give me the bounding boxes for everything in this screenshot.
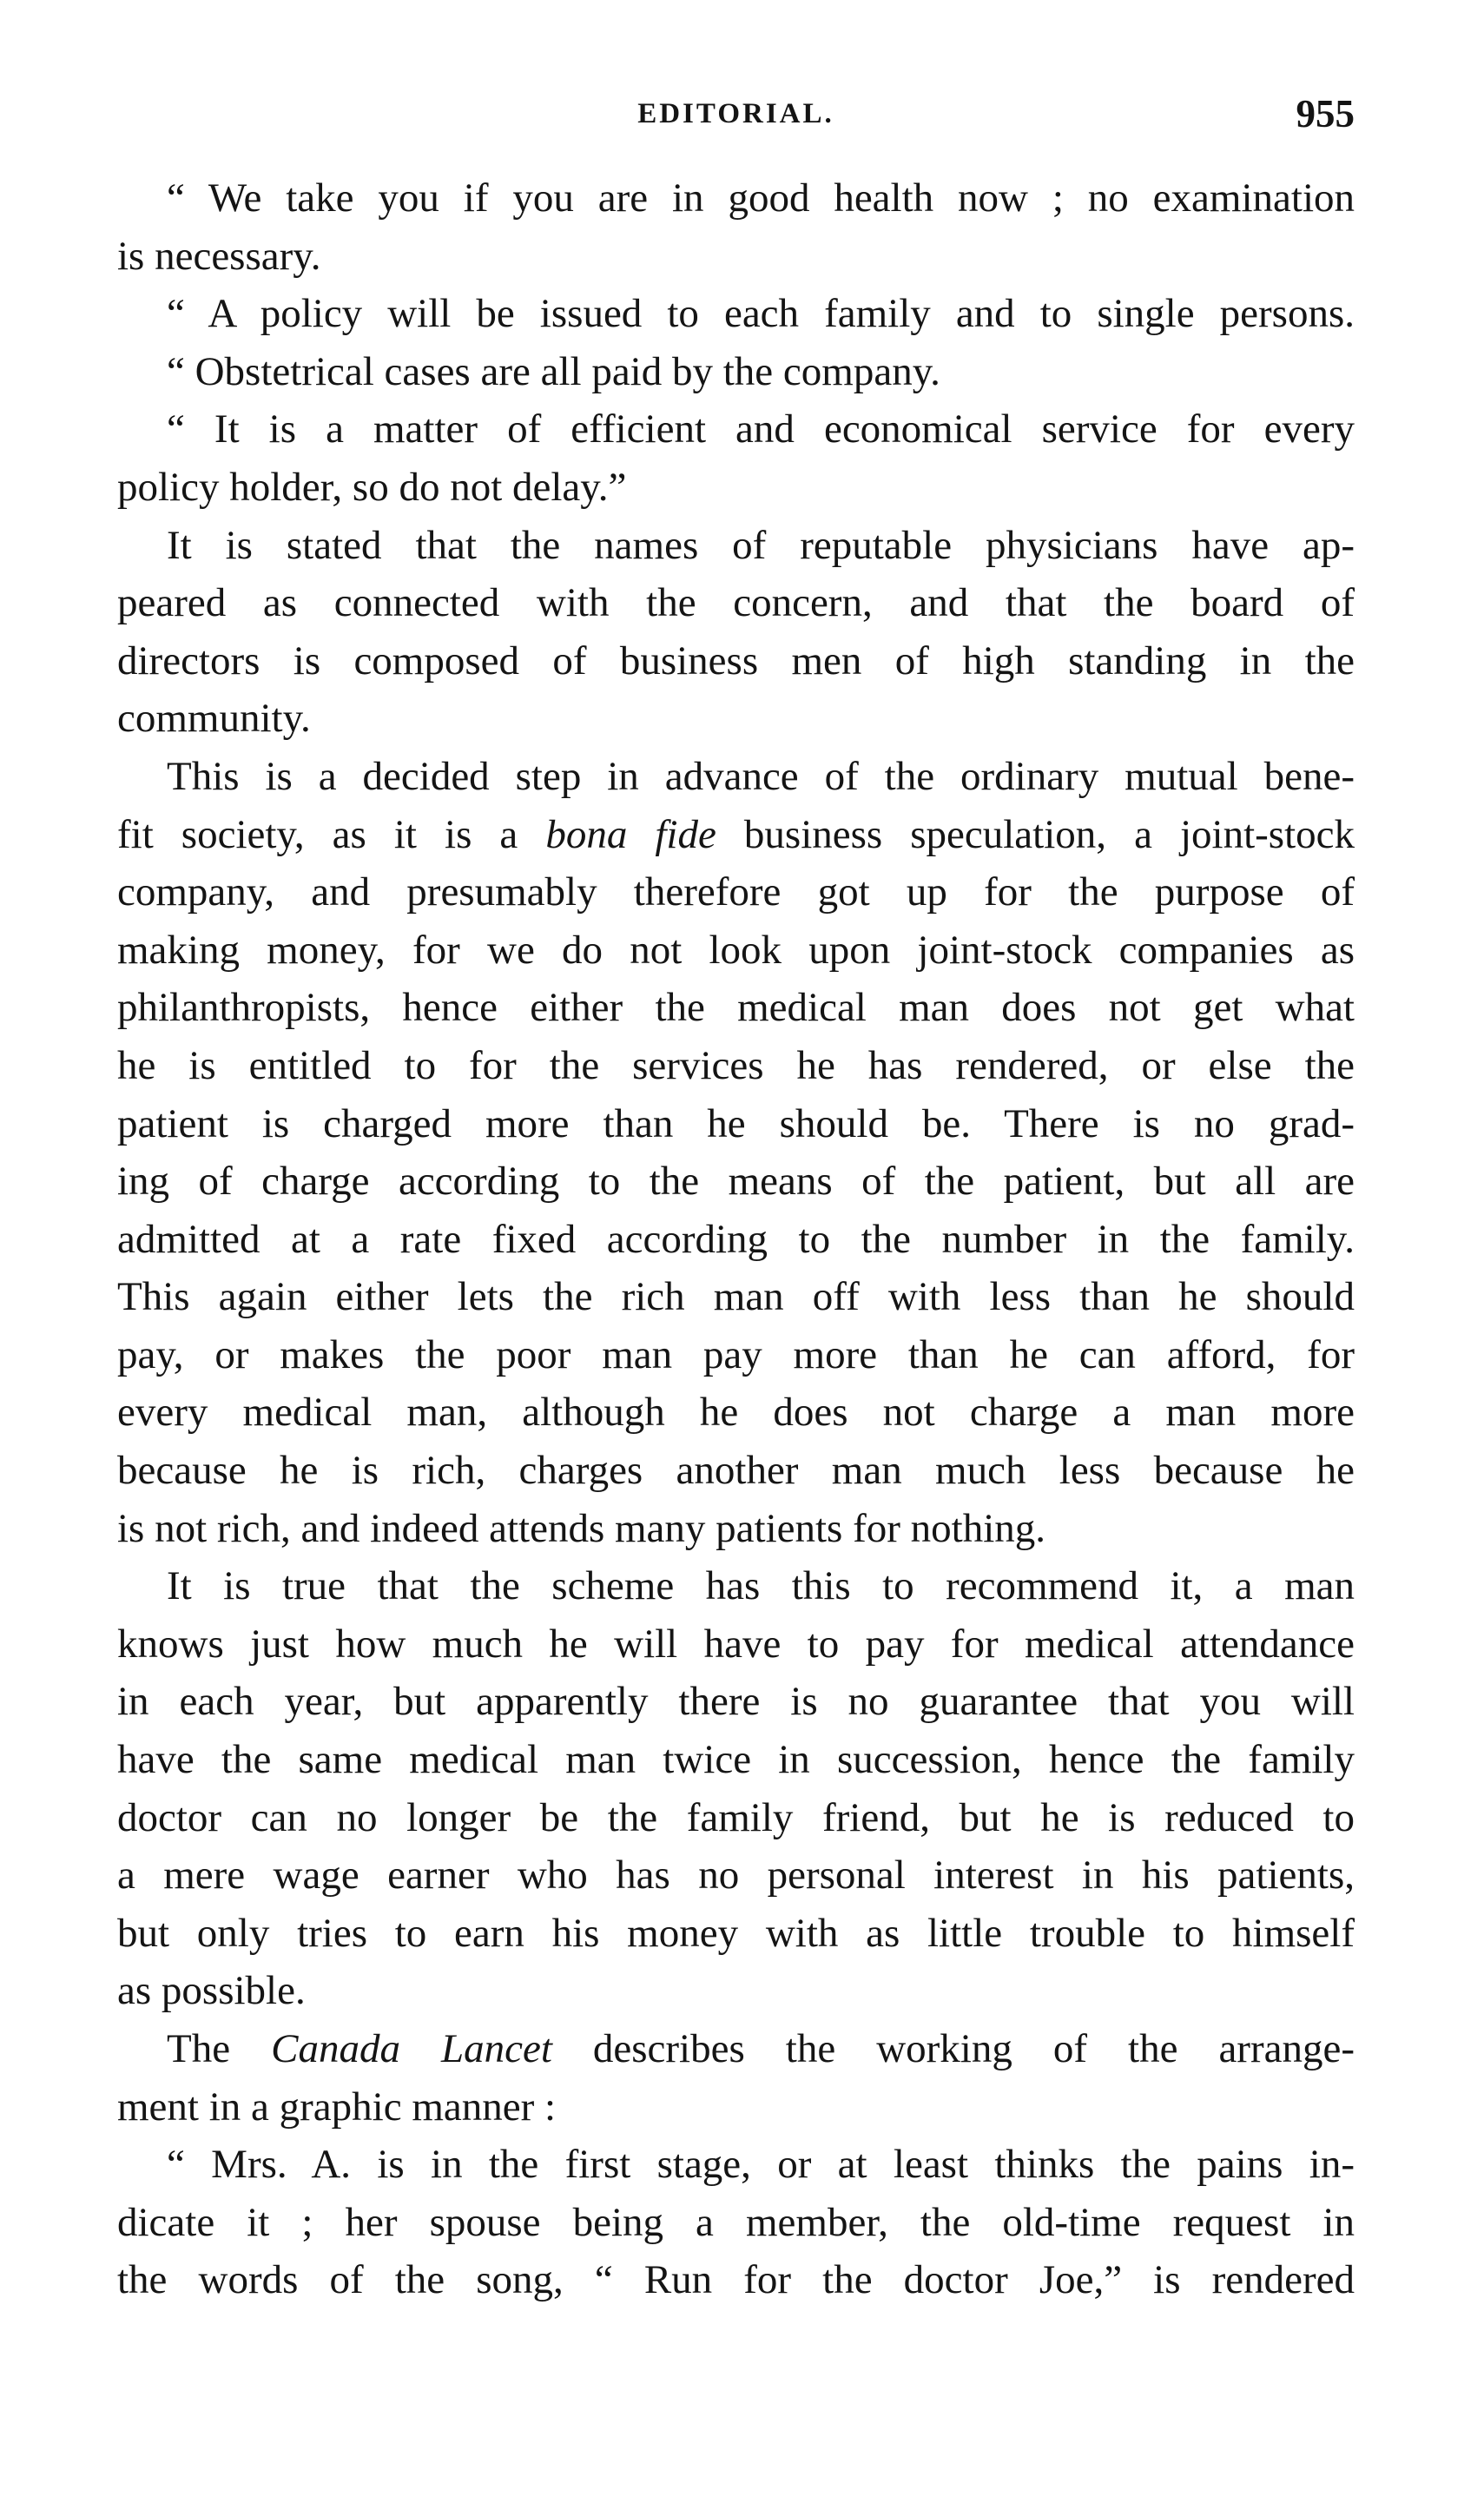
- running-head: [117, 91, 1355, 143]
- text-line: doctor can no longer be the family friend, but he is reduced to: [117, 1794, 1355, 1840]
- text-line: but only tries to earn his money with as little trouble to himself: [117, 1910, 1355, 1956]
- paragraph: [117, 285, 1355, 343]
- text-line: ing of charge according to the means of the patient, but all are: [117, 1159, 1355, 1205]
- text-line: making money, for we do not look upon joint-stock companies as: [117, 927, 1355, 973]
- text-line: philanthropists, hence either the medical man does not get what: [117, 985, 1355, 1031]
- text-line: every medical man, although he does not charge a man more: [117, 1390, 1355, 1436]
- text-line: admitted at a rate fixed according to the number in the family.: [117, 1216, 1355, 1262]
- text-line: is necessary.: [117, 233, 321, 279]
- text-line: a mere wage earner who has no personal interest in his patients,: [117, 1852, 1355, 1899]
- text-line: “ Mrs. A. is in the first stage, or at least thinks the pains in-: [167, 2142, 1355, 2188]
- text-line: fit society, as it is a bona fide business speculation, a joint-stock: [117, 811, 1355, 857]
- text-line: company, and presumably therefore got up for the purpose of: [117, 869, 1355, 915]
- paragraph: [117, 1557, 1355, 2020]
- text-line: knows just how much he will have to pay for medical attendance: [117, 1621, 1355, 1667]
- text-line: This again either lets the rich man off with less than he should: [117, 1274, 1355, 1320]
- text-line: It is stated that the names of reputable physicians have ap-: [167, 522, 1355, 568]
- text-line: pay, or makes the poor man pay more than he can afford, for: [117, 1331, 1355, 1377]
- text-line: as possible.: [117, 1968, 306, 2014]
- paragraph: [117, 517, 1355, 748]
- paragraph: [117, 2136, 1355, 2309]
- text-line: “ It is a matter of efficient and economical service for every: [167, 406, 1355, 452]
- text-line: ment in a graphic manner :: [117, 2084, 557, 2130]
- text-line: in each year, but apparently there is no guarantee that you will: [117, 1679, 1355, 1725]
- paragraph: [117, 343, 1355, 401]
- text-line: he is entitled to for the services he has rendered, or else the: [117, 1042, 1355, 1088]
- paragraph: [117, 2020, 1355, 2136]
- running-head-title: EDITORIAL.: [637, 98, 834, 129]
- editorial-body: [117, 169, 1355, 2309]
- text-line: have the same medical man twice in succession, hence the family: [117, 1737, 1355, 1783]
- text-line: It is true that the scheme has this to recommend it, a man: [167, 1563, 1355, 1609]
- text-line: because he is rich, charges another man much less because he: [117, 1448, 1355, 1494]
- text-line: directors is composed of business men of high standing in the: [117, 637, 1355, 684]
- paragraph: [117, 400, 1355, 516]
- text-line: “ A policy will be issued to each family and to single persons.: [167, 291, 1355, 337]
- text-line: is not rich, and indeed attends many patients for nothing.: [117, 1505, 1046, 1551]
- text-line: community.: [117, 696, 311, 742]
- text-line: the words of the song, “ Run for the doctor Joe,” is rendered: [117, 2257, 1355, 2303]
- text-line: The Canada Lancet describes the working of the arrange-: [167, 2026, 1355, 2071]
- italic-title: Canada Lancet: [271, 2026, 552, 2071]
- text-line: peared as connected with the concern, and that the board of: [117, 580, 1355, 626]
- text-line: “ Obstetrical cases are all paid by the company.: [167, 348, 940, 394]
- italic-phrase: bona fide: [545, 811, 716, 857]
- text-line: policy holder, so do not delay.”: [117, 464, 627, 510]
- text-line: patient is charged more than he should be. There is no grad-: [117, 1100, 1355, 1146]
- paragraph: [117, 169, 1355, 285]
- page-number: 955: [1296, 92, 1355, 135]
- text-line: This is a decided step in advance of the ordinary mutual bene-: [167, 753, 1355, 799]
- text-line: dicate it ; her spouse being a member, the old-time request in: [117, 2199, 1355, 2245]
- text-line: “ We take you if you are in good health now ; no examination: [167, 175, 1355, 221]
- paragraph: [117, 748, 1355, 1557]
